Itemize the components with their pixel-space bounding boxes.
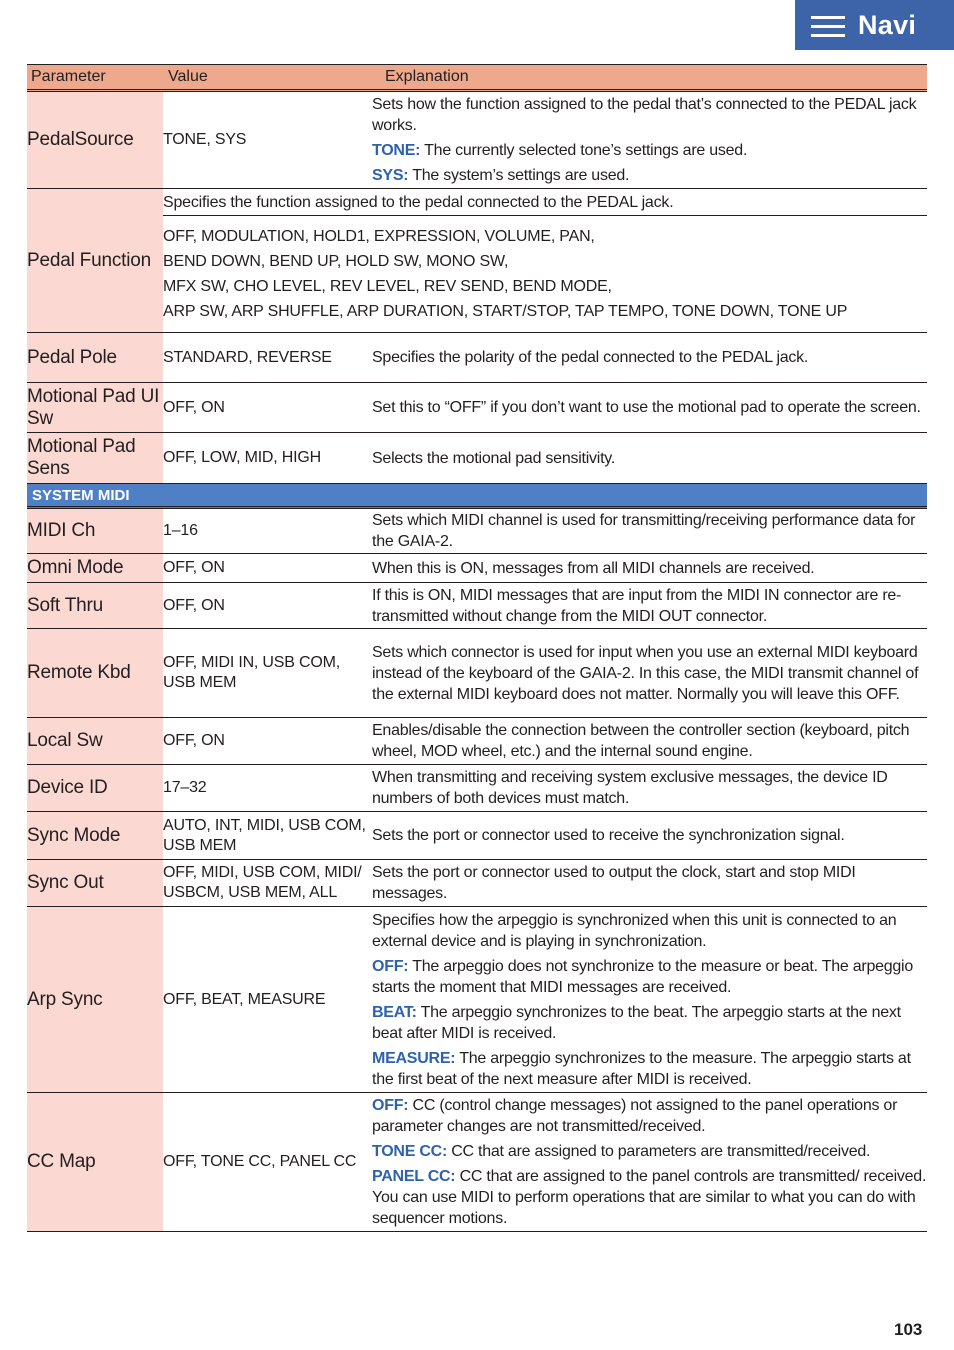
param-value: OFF, BEAT, MEASURE xyxy=(163,907,372,1093)
param-explanation xyxy=(372,1093,927,1232)
param-name: Arp Sync xyxy=(27,907,163,1093)
table-row xyxy=(27,583,927,629)
param-explanation: Sets which MIDI channel is used for transmitting/receiving performance data for the GAIA-2. xyxy=(372,508,927,554)
param-value: OFF, ON xyxy=(163,554,372,583)
param-name: Motional Pad Sens xyxy=(27,433,163,484)
param-explanation: Enables/disable the connection between the controller section (keyboard, pitch wheel, MOD wheel, etc.) and the internal sound engine. xyxy=(372,718,927,765)
value-line: ARP SW, ARP SHUFFLE, ARP DURATION, START/STOP, TAP TEMPO, TONE DOWN, TONE UP xyxy=(163,303,848,320)
param-value: OFF, ON xyxy=(163,583,372,629)
table-row xyxy=(27,629,927,718)
param-explanation: Sets the port or connector used to output the clock, start and stop MIDI messages. xyxy=(372,860,927,907)
table-row xyxy=(27,333,927,383)
param-value: OFF, ON xyxy=(163,718,372,765)
menu-icon xyxy=(811,12,845,38)
option-keyword: TONE CC: xyxy=(372,1143,448,1160)
param-value: AUTO, INT, MIDI, USB COM, USB MEM xyxy=(163,812,372,860)
option-keyword: PANEL CC: xyxy=(372,1168,456,1185)
param-name: Remote Kbd xyxy=(27,629,163,718)
explanation-text: Sets how the function assigned to the pedal that’s connected to the PEDAL jack works. xyxy=(372,96,917,134)
explanation-text: Specifies how the arpeggio is synchronized when this unit is connected to an external device and is playing in synchronization. xyxy=(372,911,897,950)
option-text: The arpeggio synchronizes to the measure. The arpeggio starts at the first beat of the next measure after MIDI is received. xyxy=(372,1049,911,1088)
option-keyword: BEAT: xyxy=(372,1003,417,1021)
option-keyword: SYS: xyxy=(372,167,409,184)
param-name: Sync Mode xyxy=(27,812,163,860)
param-explanation: Sets the port or connector used to receive the synchronization signal. xyxy=(372,812,927,860)
section-title: SYSTEM MIDI xyxy=(27,484,927,508)
param-explanation: Sets which connector is used for input when you use an external MIDI keyboard instead of the keyboard of the GAIA-2. In this case, the MIDI transmit channel of the external MIDI keyboard does not matter. Normally you will leave this OFF. xyxy=(372,629,927,718)
navi-label: Navi xyxy=(858,9,917,40)
option-tone-cc xyxy=(372,1141,927,1162)
table-row xyxy=(27,383,927,433)
param-explanation xyxy=(372,91,927,189)
param-explanation: Set this to “OFF” if you don’t want to use the motional pad to operate the screen. xyxy=(372,383,927,433)
table-row xyxy=(27,1093,927,1232)
header-value: Value xyxy=(163,65,372,91)
param-explanation xyxy=(372,907,927,1093)
param-name: Motional Pad UI Sw xyxy=(27,383,163,433)
param-name: CC Map xyxy=(27,1093,163,1232)
value-line: BEND DOWN, BEND UP, HOLD SW, MONO SW, xyxy=(163,253,509,270)
section-header xyxy=(27,484,927,508)
table-row xyxy=(27,907,927,1093)
param-value: OFF, TONE CC, PANEL CC xyxy=(163,1093,372,1232)
param-value: 17–32 xyxy=(163,765,372,812)
param-name: Pedal Pole xyxy=(27,333,163,383)
param-name: Sync Out xyxy=(27,860,163,907)
option-off xyxy=(372,956,927,998)
param-name: Soft Thru xyxy=(27,583,163,629)
table-row xyxy=(27,765,927,812)
option-panel-cc xyxy=(372,1166,927,1229)
header-parameter: Parameter xyxy=(27,65,163,91)
option-keyword: MEASURE: xyxy=(372,1049,456,1067)
param-value: OFF, MIDI, USB COM, MIDI/ USBCM, USB MEM, ALL xyxy=(163,860,372,907)
option-text: The system’s settings are used. xyxy=(408,167,630,184)
param-explanation: When this is ON, messages from all MIDI channels are received. xyxy=(372,554,927,583)
option-text: CC (control change messages) not assigned to the panel operations or parameter changes are not transmitted/received. xyxy=(372,1097,898,1135)
option-beat xyxy=(372,1002,927,1044)
param-name: Pedal Function xyxy=(27,189,163,333)
param-explanation: When transmitting and receiving system exclusive messages, the device ID numbers of both devices must match. xyxy=(372,765,927,812)
table-row xyxy=(27,812,927,860)
table-row xyxy=(27,189,927,216)
param-name: Device ID xyxy=(27,765,163,812)
param-value: OFF, LOW, MID, HIGH xyxy=(163,433,372,484)
table-row xyxy=(27,554,927,583)
option-text: The arpeggio synchronizes to the beat. The arpeggio starts at the next beat after MIDI is received. xyxy=(372,1003,901,1042)
param-explanation: Specifies the function assigned to the pedal connected to the PEDAL jack. xyxy=(163,189,927,216)
param-name: MIDI Ch xyxy=(27,508,163,554)
param-value-list xyxy=(163,216,927,333)
param-explanation: If this is ON, MIDI messages that are input from the MIDI IN connector are re-transmitted without change from the MIDI OUT connector. xyxy=(372,583,927,629)
option-text: The currently selected tone’s settings are used. xyxy=(420,142,748,159)
param-name: PedalSource xyxy=(27,91,163,189)
option-keyword: TONE: xyxy=(372,142,421,159)
param-explanation: Selects the motional pad sensitivity. xyxy=(372,433,927,484)
param-explanation: Specifies the polarity of the pedal connected to the PEDAL jack. xyxy=(372,333,927,383)
option-keyword: OFF: xyxy=(372,1097,409,1114)
option-off xyxy=(372,1095,927,1137)
option-measure xyxy=(372,1048,927,1090)
header-explanation: Explanation xyxy=(372,65,927,91)
navi-button[interactable] xyxy=(795,0,954,50)
param-value: STANDARD, REVERSE xyxy=(163,333,372,383)
option-tone xyxy=(372,140,927,161)
page-number: 103 xyxy=(894,1320,923,1339)
param-name: Omni Mode xyxy=(27,554,163,583)
option-keyword: OFF: xyxy=(372,957,409,975)
param-value: 1–16 xyxy=(163,508,372,554)
table-header-row xyxy=(27,65,927,91)
table-row xyxy=(27,718,927,765)
table-row xyxy=(27,508,927,554)
table-row xyxy=(27,433,927,484)
value-line: MFX SW, CHO LEVEL, REV LEVEL, REV SEND, BEND MODE, xyxy=(163,278,612,295)
option-text: CC that are assigned to the panel controls are transmitted/ received. You can use MIDI to perform operations that are similar to what you can do with sequencer motions. xyxy=(372,1168,927,1227)
param-value: OFF, ON xyxy=(163,383,372,433)
value-line: OFF, MODULATION, HOLD1, EXPRESSION, VOLUME, PAN, xyxy=(163,228,595,245)
option-text: The arpeggio does not synchronize to the measure or beat. The arpeggio starts the moment that MIDI messages are received. xyxy=(372,957,913,996)
param-value: TONE, SYS xyxy=(163,91,372,189)
parameter-table xyxy=(27,64,927,1232)
option-sys xyxy=(372,165,927,186)
param-value: OFF, MIDI IN, USB COM, USB MEM xyxy=(163,629,372,718)
option-text: CC that are assigned to parameters are transmitted/received. xyxy=(447,1143,871,1160)
table-row xyxy=(27,91,927,189)
param-name: Local Sw xyxy=(27,718,163,765)
table-row xyxy=(27,860,927,907)
